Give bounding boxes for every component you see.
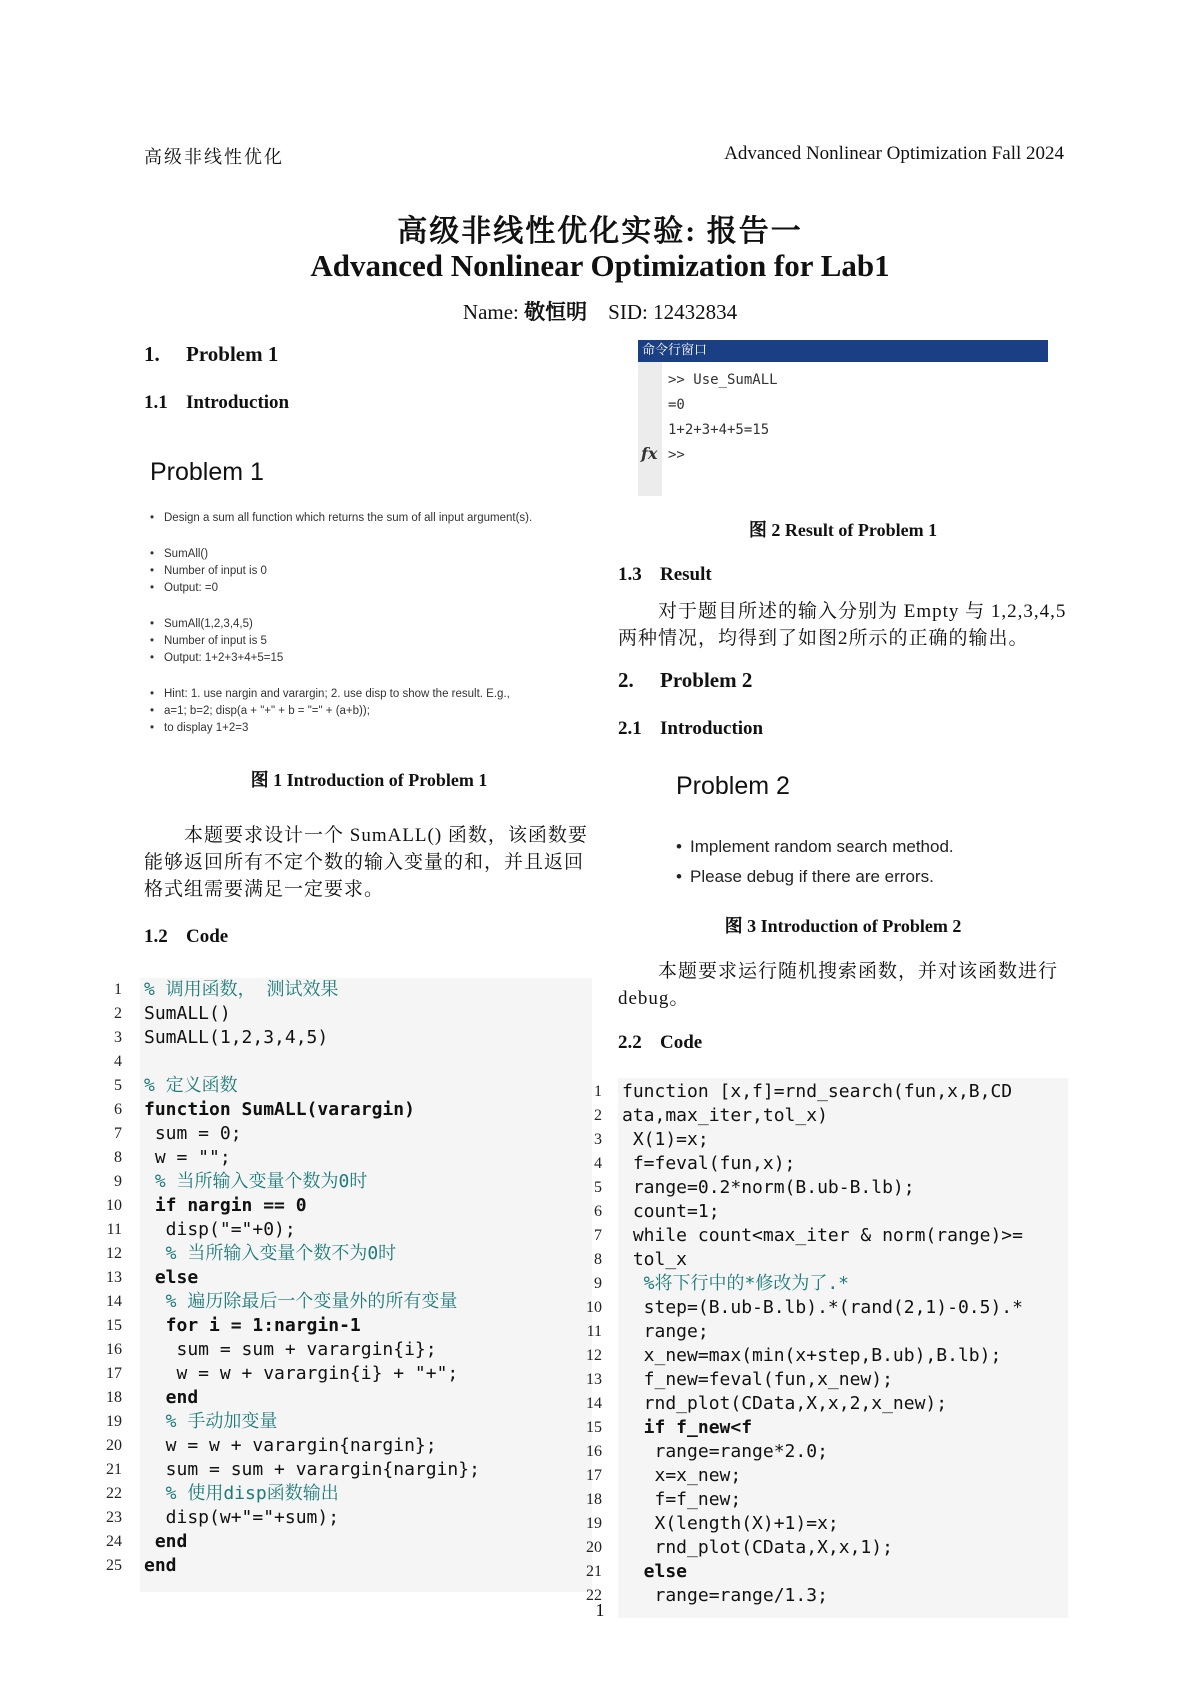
command-window-titlebar: 命令行窗口 bbox=[638, 340, 1048, 362]
code-line: SumALL(1,2,3,4,5) bbox=[144, 1027, 329, 1048]
console-line: =0 bbox=[668, 397, 685, 413]
code-line: end bbox=[144, 1531, 188, 1552]
title-chinese: 高级非线性优化实验: 报告一 bbox=[397, 215, 803, 248]
code-line: f=feval(fun,x); bbox=[622, 1153, 796, 1174]
code-line: sum = 0; bbox=[144, 1123, 242, 1144]
code-line: else bbox=[622, 1561, 688, 1582]
line-number: 8 bbox=[594, 1251, 602, 1268]
problem-1-description: 本题要求设计一个 SumALL() 函数，该函数要能够返回所有不定个数的输入变量的和，并且返回格式组需要满足一定要求。 bbox=[144, 825, 588, 900]
code-line: % 使用disp函数输出 bbox=[144, 1483, 339, 1504]
line-number: 20 bbox=[586, 1539, 602, 1556]
code-line: w = w + varargin{i} + "+"; bbox=[144, 1363, 459, 1384]
code-line: sum = sum + varargin{i}; bbox=[144, 1339, 437, 1360]
line-number: 17 bbox=[586, 1467, 602, 1484]
line-number: 20 bbox=[106, 1437, 122, 1454]
line-number: 15 bbox=[586, 1419, 602, 1436]
line-number: 14 bbox=[586, 1395, 602, 1412]
line-number: 9 bbox=[114, 1173, 122, 1190]
slide-bullet: • Hint: 1. use nargin and varargin; 2. use disp to show the result. E.g., bbox=[146, 686, 586, 703]
code-line: range=range*2.0; bbox=[622, 1441, 828, 1462]
name-label: Name: bbox=[462, 300, 519, 324]
code-line: range; bbox=[622, 1321, 709, 1342]
code-line: for i = 1:nargin-1 bbox=[144, 1315, 361, 1336]
line-number: 23 bbox=[106, 1509, 122, 1526]
slide-bullet: • Design a sum all function which returns the sum of all input argument(s). bbox=[146, 512, 586, 524]
slide-group-2 bbox=[146, 546, 267, 597]
slide-bullets bbox=[672, 832, 954, 892]
code-line: end bbox=[144, 1387, 199, 1408]
subsection-2-2: 2.2 Code bbox=[618, 1032, 703, 1053]
line-number: 2 bbox=[114, 1005, 122, 1022]
slide-bullet: • Output: =0 bbox=[146, 580, 267, 597]
line-number: 13 bbox=[586, 1371, 602, 1388]
code-line: if f_new<f bbox=[622, 1417, 753, 1438]
line-number: 2 bbox=[594, 1107, 602, 1124]
code-line: f=f_new; bbox=[622, 1489, 742, 1510]
line-number: 17 bbox=[106, 1365, 122, 1382]
code-line: tol_x bbox=[622, 1249, 688, 1270]
code-line: range=0.2*norm(B.ub-B.lb); bbox=[622, 1177, 915, 1198]
line-number: 22 bbox=[586, 1587, 602, 1604]
slide-group-3 bbox=[146, 616, 283, 667]
code-line: w = ""; bbox=[144, 1147, 231, 1168]
line-number: 5 bbox=[594, 1179, 602, 1196]
section-problem-2: 2. Problem 2 bbox=[618, 668, 753, 692]
problem-2-description: 本题要求运行随机搜索函数，并对该函数进行 debug。 bbox=[618, 961, 1059, 1009]
line-number: 18 bbox=[586, 1491, 602, 1508]
line-number: 8 bbox=[114, 1149, 122, 1166]
author-line bbox=[0, 296, 1200, 326]
code-line: rnd_plot(CData,X,x,2,x_new); bbox=[622, 1393, 948, 1414]
line-number: 10 bbox=[106, 1197, 122, 1214]
subsection-2-1: 2.1 Introduction bbox=[618, 718, 764, 739]
code-line: % 手动加变量 bbox=[144, 1411, 278, 1432]
slide-bullet: • SumAll() bbox=[146, 546, 267, 563]
code-line: count=1; bbox=[622, 1201, 720, 1222]
slide-group-4 bbox=[146, 686, 586, 737]
console-line: >> Use_SumALL bbox=[668, 372, 778, 388]
code-line: x_new=max(min(x+step,B.ub),B.lb); bbox=[622, 1345, 1002, 1366]
code-line: range=range/1.3; bbox=[622, 1585, 828, 1606]
slide-bullet: • Please debug if there are errors. bbox=[672, 862, 954, 892]
console-line: 1+2+3+4+5=15 bbox=[668, 422, 770, 438]
slide-bullet: • Number of input is 0 bbox=[146, 563, 267, 580]
line-number: 11 bbox=[106, 1221, 122, 1238]
caption-figure-3: 图 3 Introduction of Problem 2 bbox=[724, 916, 962, 936]
code-line: ata,max_iter,tol_x) bbox=[622, 1105, 828, 1126]
code-line: SumALL() bbox=[144, 1003, 231, 1024]
line-number: 6 bbox=[594, 1203, 602, 1220]
line-number: 22 bbox=[106, 1485, 122, 1502]
code-line: if nargin == 0 bbox=[144, 1195, 307, 1216]
code-line: else bbox=[144, 1267, 199, 1288]
line-number: 3 bbox=[594, 1131, 602, 1148]
code-line: disp("="+0); bbox=[144, 1219, 296, 1240]
line-number: 19 bbox=[106, 1413, 122, 1430]
command-window-gutter bbox=[638, 362, 662, 496]
line-number: 1 bbox=[114, 981, 122, 998]
slide-group-1 bbox=[146, 512, 586, 524]
code-line: % 当所输入变量个数为0时 bbox=[144, 1171, 368, 1192]
caption-figure-1: 图 1 Introduction of Problem 1 bbox=[250, 770, 488, 790]
line-number: 12 bbox=[106, 1245, 122, 1262]
code-line: %将下行中的*修改为了.* bbox=[622, 1273, 850, 1294]
figure-problem-2-slide bbox=[670, 766, 1050, 900]
line-number: 7 bbox=[594, 1227, 602, 1244]
slide-title: Problem 2 bbox=[676, 772, 790, 800]
code-line: % 遍历除最后一个变量外的所有变量 bbox=[144, 1291, 458, 1312]
subsection-1-3: 1.3 Result bbox=[618, 564, 712, 585]
slide-bullet: • Output: 1+2+3+4+5=15 bbox=[146, 650, 283, 667]
line-number: 12 bbox=[586, 1347, 602, 1364]
author-name: 敬恒明 bbox=[524, 300, 588, 324]
line-number: 16 bbox=[586, 1443, 602, 1460]
line-number: 24 bbox=[106, 1533, 122, 1550]
code-line: step=(B.ub-B.lb).*(rand(2,1)-0.5).* bbox=[622, 1297, 1023, 1318]
code-line: % 定义函数 bbox=[144, 1075, 238, 1096]
line-number: 21 bbox=[106, 1461, 122, 1478]
line-number: 16 bbox=[106, 1341, 122, 1358]
code-line: function SumALL(varargin) bbox=[144, 1099, 415, 1120]
line-number: 6 bbox=[114, 1101, 122, 1118]
code-line: X(1)=x; bbox=[622, 1129, 709, 1150]
line-number: 15 bbox=[106, 1317, 122, 1334]
running-header-left: 高级非线性优化 bbox=[144, 147, 284, 167]
line-number: 21 bbox=[586, 1563, 602, 1580]
slide-bullet: • Number of input is 5 bbox=[146, 633, 283, 650]
line-number: 7 bbox=[114, 1125, 122, 1142]
code-line: while count<max_iter & norm(range)>= bbox=[622, 1225, 1023, 1246]
figure-problem-1-slide bbox=[144, 450, 594, 750]
line-number: 3 bbox=[114, 1029, 122, 1046]
line-number: 11 bbox=[586, 1323, 602, 1340]
problem-1-result-text: 对于题目所述的输入分别为 Empty 与 1,2,3,4,5 两种情况，均得到了如图2所示的正确的输出。 bbox=[618, 601, 1067, 649]
line-number: 13 bbox=[106, 1269, 122, 1286]
student-id: SID: 12432834 bbox=[608, 300, 738, 324]
code-line: x=x_new; bbox=[622, 1465, 742, 1486]
code-line: sum = sum + varargin{nargin}; bbox=[144, 1459, 480, 1480]
slide-bullet: • to display 1+2=3 bbox=[146, 720, 586, 737]
code-line: disp(w+"="+sum); bbox=[144, 1507, 340, 1528]
code-line: rnd_plot(CData,X,x,1); bbox=[622, 1537, 893, 1558]
figure-matlab-command-window bbox=[638, 340, 1048, 496]
code-line: end bbox=[144, 1555, 177, 1576]
code-line: f_new=feval(fun,x_new); bbox=[622, 1369, 893, 1390]
line-number: 1 bbox=[594, 1083, 602, 1100]
code-line: X(length(X)+1)=x; bbox=[622, 1513, 839, 1534]
slide-bullet: • Implement random search method. bbox=[672, 832, 954, 862]
line-number: 18 bbox=[106, 1389, 122, 1406]
line-number: 14 bbox=[106, 1293, 122, 1310]
code-line: % 调用函数， 测试效果 bbox=[144, 979, 339, 1000]
page-number: 1 bbox=[595, 1600, 605, 1620]
section-problem-1: 1. Problem 1 bbox=[144, 342, 279, 366]
line-number: 19 bbox=[586, 1515, 602, 1532]
fx-icon: fx bbox=[641, 444, 658, 463]
line-number: 4 bbox=[114, 1053, 122, 1070]
line-number: 10 bbox=[586, 1299, 602, 1316]
running-header-right: Advanced Nonlinear Optimization Fall 2024 bbox=[724, 143, 1064, 164]
caption-figure-2: 图 2 Result of Problem 1 bbox=[748, 520, 938, 540]
console-line: >> bbox=[668, 447, 685, 463]
line-number: 9 bbox=[594, 1275, 602, 1292]
code-line: % 当所输入变量个数不为0时 bbox=[144, 1243, 397, 1264]
line-number: 4 bbox=[594, 1155, 602, 1172]
slide-title: Problem 1 bbox=[150, 458, 264, 486]
line-number: 25 bbox=[106, 1557, 122, 1574]
subsection-1-1: 1.1 Introduction bbox=[144, 392, 290, 413]
code-line: w = w + varargin{nargin}; bbox=[144, 1435, 437, 1456]
slide-bullet: • a=1; b=2; disp(a + "+" + b = "=" + (a+b)); bbox=[146, 703, 586, 720]
code-line: function [x,f]=rnd_search(fun,x,B,CD bbox=[622, 1081, 1013, 1102]
subsection-1-2: 1.2 Code bbox=[144, 926, 229, 947]
line-number: 5 bbox=[114, 1077, 122, 1094]
slide-bullet: • SumAll(1,2,3,4,5) bbox=[146, 616, 283, 633]
title-english: Advanced Nonlinear Optimization for Lab1 bbox=[310, 248, 890, 283]
